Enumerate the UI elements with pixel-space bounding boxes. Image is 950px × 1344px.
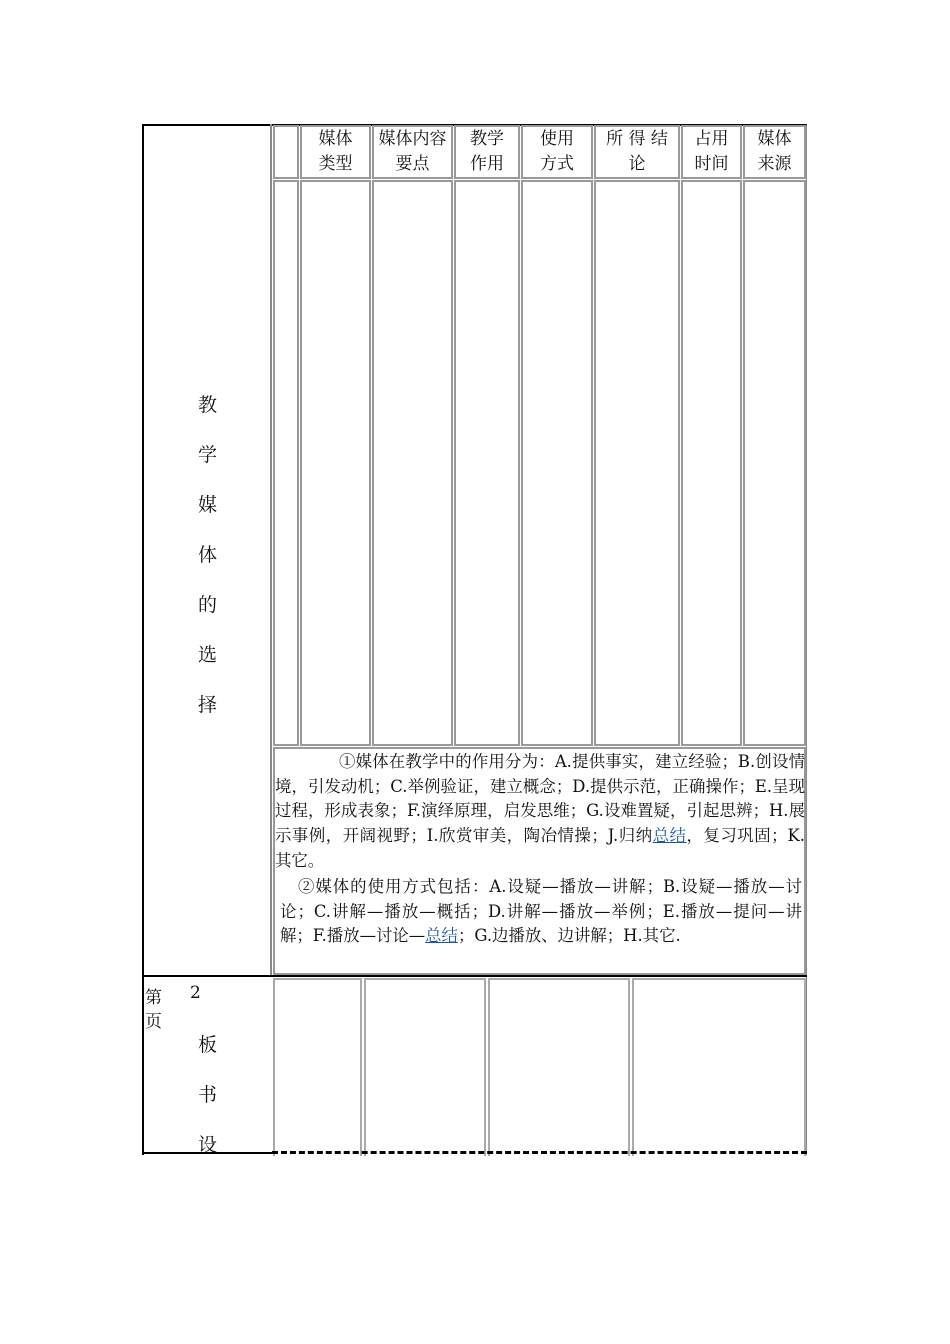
- section-label-char: 的: [198, 594, 218, 616]
- board-label-char: 书: [198, 1084, 218, 1106]
- note-media-usage-tail: ；G.边播放、边讲解；H.其它.: [457, 926, 681, 946]
- note-media-roles-text: ①媒体在教学中的作用分为：A.提供事实，建立经验；B.创设情境，引发动机；C.举例验证，建立概念；D.提供示范，正确操作；E.呈现过程，形成表象；F.演绎原理，启发思维；G.设难置疑，引起思辨；H.展示事例，开阔视野；I.欣赏审美，陶冶情操；J.归纳: [275, 752, 805, 846]
- note-media-usage: [280, 875, 802, 949]
- header-media-source: 媒体 来源: [757, 129, 792, 174]
- body-cell-blank: [273, 180, 299, 746]
- page-number: 2: [190, 983, 201, 1003]
- board-cell-3: [488, 978, 630, 1156]
- section-divider-left: [142, 975, 272, 977]
- header-usage-mode: 使用 方式: [540, 129, 574, 174]
- body-cell-conclusion: [594, 180, 680, 746]
- note-media-roles-tail: ，复习巩固；K.其它。: [275, 826, 805, 870]
- header-conclusion: 所 得 结 论: [606, 129, 668, 174]
- section-label-char: 教: [198, 394, 218, 416]
- header-media-content: 媒体内容 要点: [378, 129, 447, 174]
- board-cell-2: [364, 978, 486, 1156]
- board-label-char: 板: [198, 1034, 218, 1056]
- body-cell-role: [454, 180, 520, 746]
- section-label-char: 媒: [198, 494, 218, 516]
- header-teaching-role: 教学 作用: [470, 129, 504, 174]
- board-label-char: 设: [198, 1134, 218, 1156]
- note-media-roles: [275, 750, 805, 874]
- section-divider: [272, 975, 807, 977]
- body-cell-usage: [521, 180, 593, 746]
- summary-link[interactable]: 总结: [652, 826, 687, 846]
- header-media-type: 媒体 类型: [318, 129, 353, 174]
- note-media-usage-text: ②媒体的使用方式包括：A.设疑—播放—讲解；B.设疑—播放—讨论；C.讲解—播放—概括；D.讲解—播放—举例；E.播放—提问—讲解；F.播放—讨论—: [280, 877, 802, 946]
- board-cell-4: [632, 978, 806, 1156]
- header-time-used: 占用 时间: [694, 129, 729, 174]
- page-break-dashed-line: [272, 1151, 807, 1154]
- header-cell-blank: [273, 125, 299, 179]
- summary-link[interactable]: 总结: [425, 926, 458, 946]
- page-marker-unit: 页: [145, 1012, 162, 1032]
- section-label-char: 学: [198, 444, 218, 466]
- body-cell-type: [300, 180, 371, 746]
- body-cell-source: [743, 180, 806, 746]
- section-label-char: 择: [198, 694, 218, 716]
- page-marker-label: 第: [145, 988, 162, 1008]
- section-label-char: 选: [198, 644, 218, 666]
- body-cell-content: [372, 180, 453, 746]
- board-cell-1: [273, 978, 362, 1156]
- section-label-char: 体: [198, 544, 218, 566]
- body-cell-time: [681, 180, 742, 746]
